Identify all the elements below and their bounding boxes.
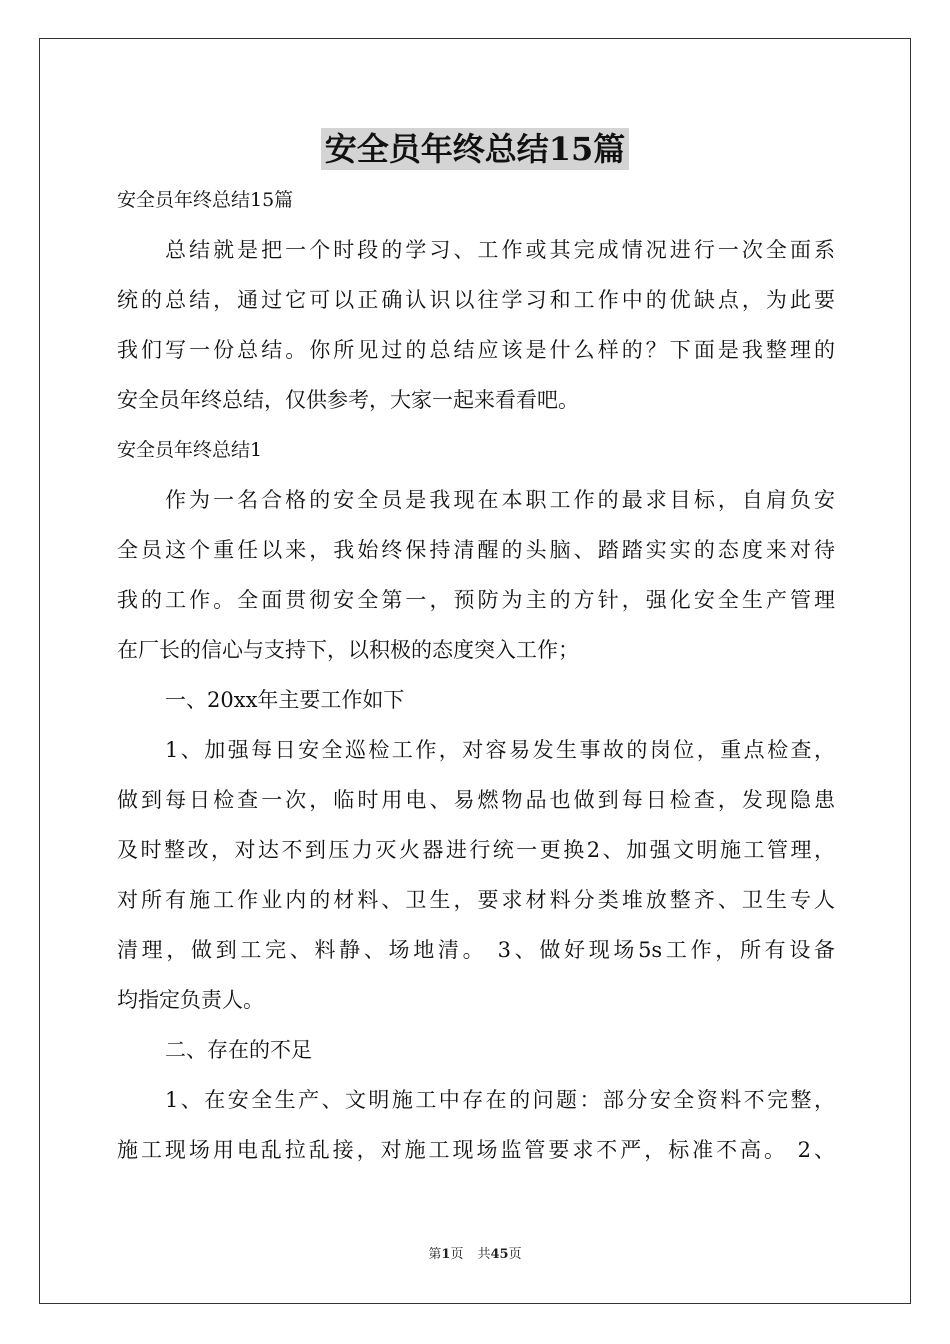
page-number: 1: [441, 1247, 451, 1262]
text-line: 我的工作。全面贯彻安全第一，预防为主的方针，强化安全生产管理: [117, 588, 835, 612]
title-wrap: [0, 128, 950, 170]
subsection-heading: 一、20xx年主要工作如下: [165, 688, 405, 712]
page-suffix: 页: [450, 1247, 464, 1262]
text-line: 清理，做到工完、料静、场地清。 3、做好现场5s工作，所有设备: [117, 938, 835, 962]
section-heading: 安全员年终总结1: [117, 439, 263, 461]
text-line: 全员这个重任以来，我始终保持清醒的头脑、踏踏实实的态度来对待: [117, 538, 835, 562]
text-line: 安全员年终总结，仅供参考，大家一起来看看吧。: [117, 388, 579, 412]
total-prefix: 共: [477, 1247, 491, 1262]
text-line: 均指定负责人。: [117, 988, 264, 1012]
text-line: 统的总结，通过它可以正确认识以往学习和工作中的优缺点，为此要: [117, 288, 835, 312]
text-line: 施工现场用电乱拉乱接，对施工现场监管要求不严，标准不高。 2、: [117, 1138, 835, 1162]
document-title: 安全员年终总结15篇: [321, 128, 630, 170]
text-line: 安全员年终总结15篇: [117, 189, 294, 211]
text-line: 1、加强每日安全巡检工作，对容易发生事故的岗位，重点检查，: [165, 738, 835, 762]
total-suffix: 页: [508, 1247, 522, 1262]
text-line: 总结就是把一个时段的学习、工作或其完成情况进行一次全面系: [165, 238, 835, 262]
total-pages: 45: [490, 1247, 509, 1262]
subsection-heading: 二、存在的不足: [165, 1038, 312, 1062]
text-line: 作为一名合格的安全员是我现在本职工作的最求目标，自肩负安: [165, 488, 835, 512]
text-line: 1、在安全生产、文明施工中存在的问题：部分安全资料不完整，: [165, 1088, 835, 1112]
document-body: [117, 175, 835, 1175]
text-line: 及时整改，对达不到压力灭火器进行统一更换2、加强文明施工管理，: [117, 838, 835, 862]
page-footer: [0, 1246, 950, 1264]
text-line: 做到每日检查一次，临时用电、易燃物品也做到每日检查，发现隐患: [117, 788, 835, 812]
text-line: 在厂长的信心与支持下，以积极的态度突入工作；: [117, 638, 579, 662]
text-line: 我们写一份总结。你所见过的总结应该是什么样的？下面是我整理的: [117, 338, 835, 362]
text-line: 对所有施工作业内的材料、卫生，要求材料分类堆放整齐、卫生专人: [117, 888, 835, 912]
page-prefix: 第: [428, 1247, 442, 1262]
